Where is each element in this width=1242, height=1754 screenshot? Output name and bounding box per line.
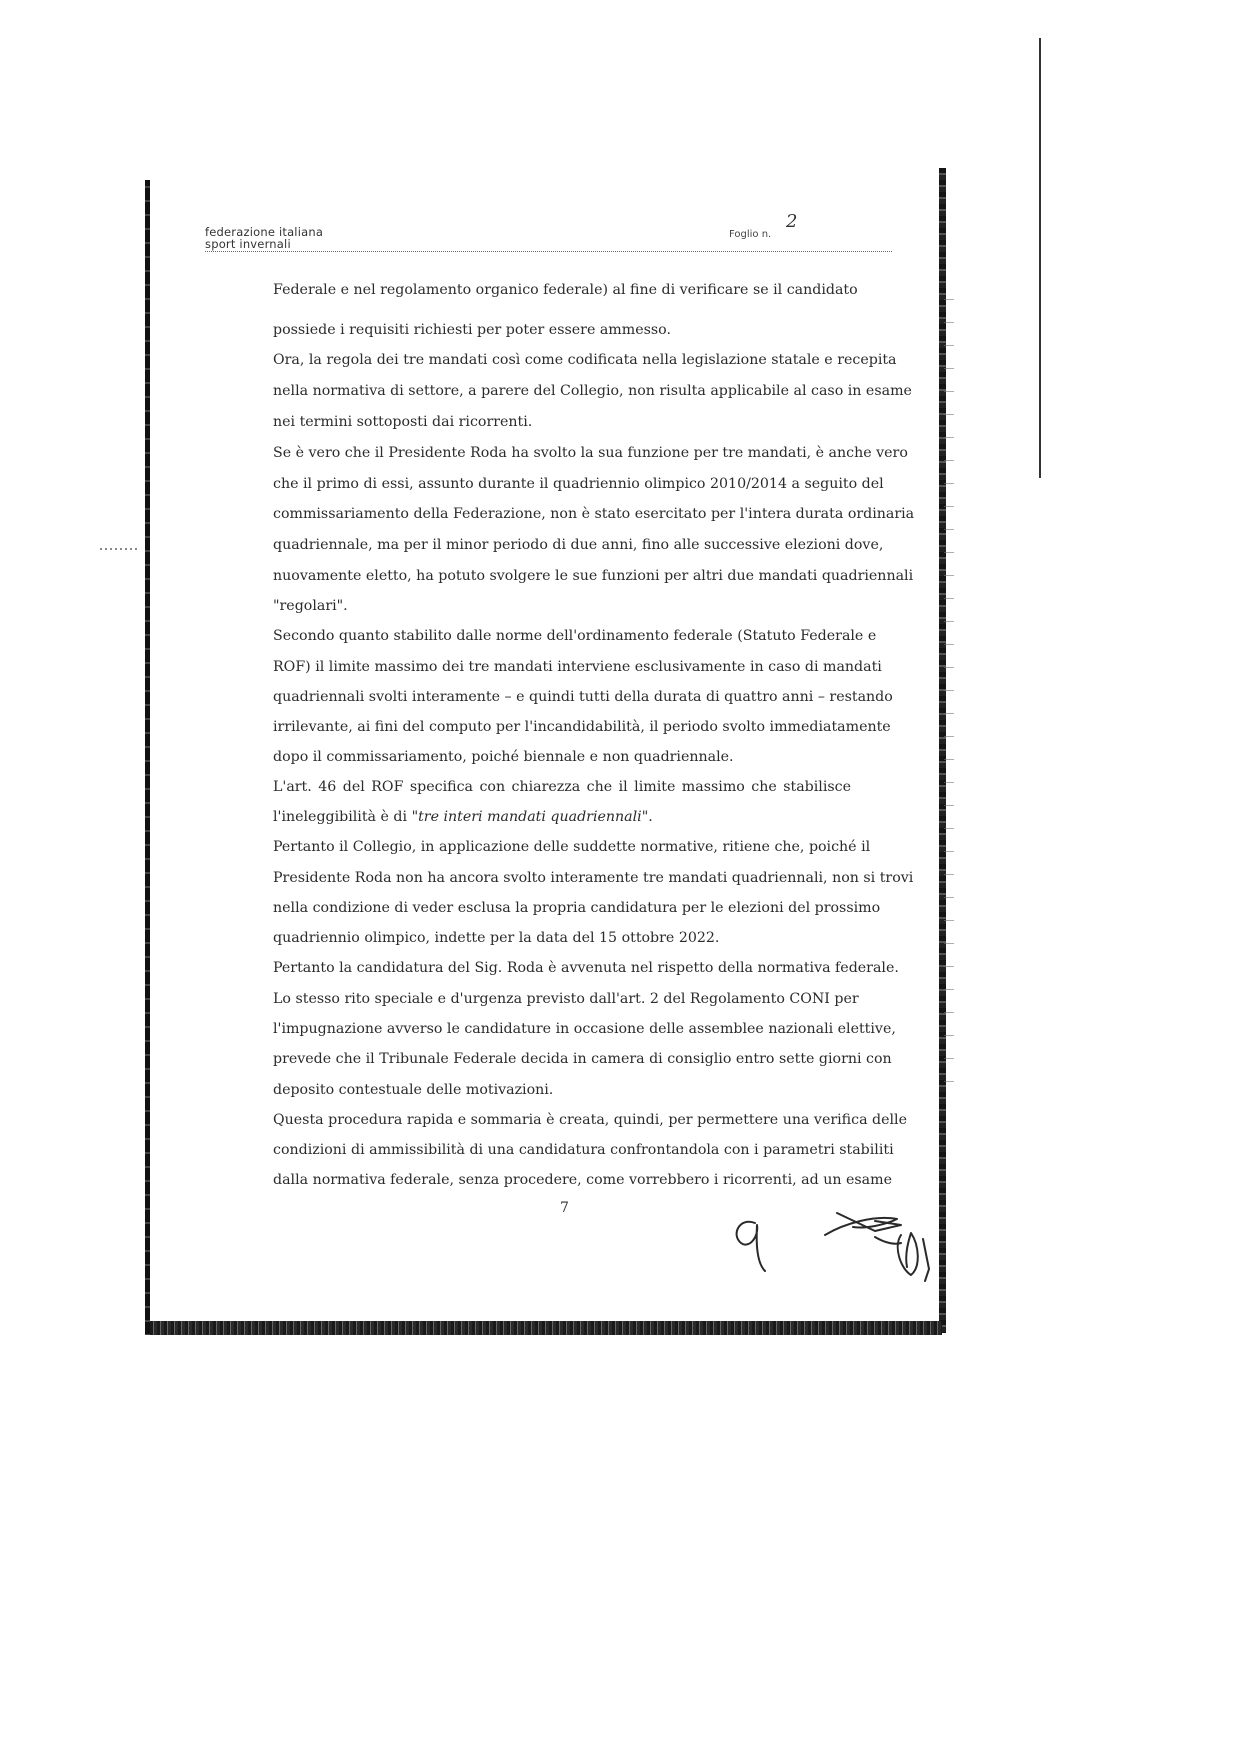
text-line: nei termini sottoposti dai ricorrenti. [273, 414, 533, 430]
org-line-1: federazione italiana [205, 225, 324, 239]
text-line: Questa procedura rapida e sommaria è creata, quindi, per permettere una verifica delle [273, 1112, 907, 1128]
text-line: Pertanto la candidatura del Sig. Roda è avvenuta nel rispetto della normativa federale. [273, 960, 899, 976]
text-line: Lo stesso rito speciale e d'urgenza previsto dall'art. 2 del Regolamento CONI per [273, 991, 859, 1007]
text-line: ROF) il limite massimo dei tre mandati interviene esclusivamente in caso di mandati [273, 659, 882, 675]
page-number: 7 [560, 1200, 569, 1216]
text-line: dalla normativa federale, senza procedere, come vorrebbero i ricorrenti, ad un esame [273, 1172, 892, 1188]
text-line: nella normativa di settore, a parere del Collegio, non risulta applicabile al caso in esame [273, 383, 912, 399]
text-line: condizioni di ammissibilità di una candidatura confrontandola con i parametri stabiliti [273, 1142, 894, 1158]
text-line: L'art. 46 del ROF specifica con chiarezza che il limite massimo che stabilisce [273, 779, 851, 795]
text-line: possiede i requisiti richiesti per poter essere ammesso. [273, 322, 671, 338]
text-fragment: l'ineleggibilità è di [273, 809, 408, 825]
signature-initials [725, 1195, 965, 1295]
text-line: Secondo quanto stabilito dalle norme dell'ordinamento federale (Statuto Federale e [273, 628, 877, 644]
organization-name [205, 226, 323, 250]
text-line: l'impugnazione avverso le candidature in occasione delle assemblee nazionali elettive, [273, 1021, 896, 1037]
org-line-2: sport invernali [205, 237, 291, 251]
text-line: quadriennio olimpico, indette per la data del 15 ottobre 2022. [273, 930, 720, 946]
text-line: Presidente Roda non ha ancora svolto interamente tre mandati quadriennali, non si trovi [273, 870, 914, 886]
scan-edge-line [1039, 38, 1041, 478]
text-line: quadriennali svolti interamente – e quindi tutti della durata di quattro anni – restando [273, 689, 893, 705]
scan-bottom-border [150, 1321, 942, 1335]
text-line: Pertanto il Collegio, in applicazione delle suddette normative, ritiene che, poiché il [273, 839, 871, 855]
scan-noise [944, 290, 954, 1090]
foglio-label: Foglio n. [729, 229, 772, 240]
text-line: deposito contestuale delle motivazioni. [273, 1082, 554, 1098]
text-line: irrilevante, ai fini del computo per l'incandidabilità, il periodo svolto immediatamente [273, 719, 891, 735]
scan-dots [100, 548, 140, 550]
text-line: nella condizione di veder esclusa la propria candidatura per le elezioni del prossimo [273, 900, 881, 916]
text-line: quadriennale, ma per il minor periodo di due anni, fino alle successive elezioni dove, [273, 537, 884, 553]
text-line: "regolari". [273, 598, 348, 614]
text-line: prevede che il Tribunale Federale decida in camera di consiglio entro sette giorni con [273, 1051, 892, 1067]
text-line: dopo il commissariamento, poiché biennale e non quadriennale. [273, 749, 734, 765]
italic-quote: "tre interi mandati quadriennali". [411, 809, 653, 825]
text-line: Federale e nel regolamento organico federale) al fine di verificare se il candidato [273, 282, 858, 298]
text-line: Se è vero che il Presidente Roda ha svolto la sua funzione per tre mandati, è anche vero [273, 445, 908, 461]
text-line [273, 809, 653, 825]
text-line: che il primo di essi, assunto durante il quadriennio olimpico 2010/2014 a seguito del [273, 476, 884, 492]
header-divider [205, 251, 892, 252]
text-line: Ora, la regola dei tre mandati così come codificata nella legislazione statale e recepita [273, 352, 897, 368]
text-line: nuovamente eletto, ha potuto svolgere le sue funzioni per altri due mandati quadriennali [273, 568, 914, 584]
text-line: commissariamento della Federazione, non è stato esercitato per l'intera durata ordinaria [273, 506, 915, 522]
scan-left-border [145, 180, 150, 1335]
foglio-number: 2 [786, 211, 798, 232]
